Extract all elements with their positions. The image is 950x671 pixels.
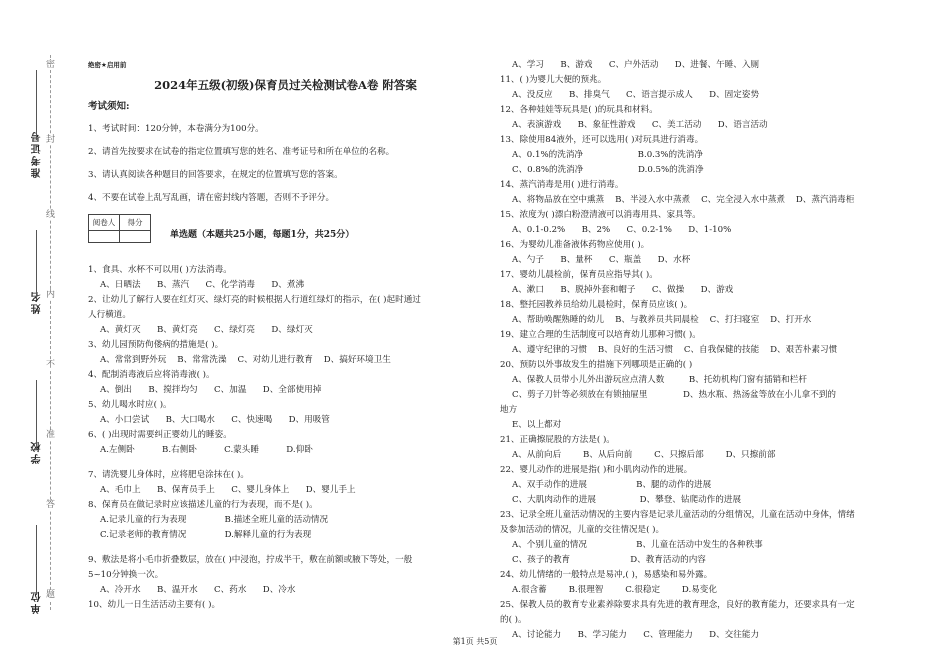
right-column bbox=[500, 58, 910, 643]
answer-options: A、从前向后 B、从后向前 C、只擦后部 D、只擦前部 bbox=[512, 450, 776, 460]
answer-options: A、小口尝试 B、大口喝水 C、快速喝 D、用吸管 bbox=[100, 415, 330, 425]
question-text: 10、幼儿一日生活活动主要有( )。 bbox=[88, 600, 221, 610]
answer-options: A、0.1-0.2% B、2% C、0.2-1% D、1-10% bbox=[512, 225, 732, 235]
answer-options: A、黄灯灭 B、黄灯亮 C、绿灯亮 D、绿灯灭 bbox=[100, 325, 313, 335]
seal-char: 密 bbox=[46, 60, 56, 70]
seal-char: 不 bbox=[46, 360, 56, 370]
exam-note: 2、请首先按要求在试卷的指定位置填写您的姓名、准考证号和所在单位的名称。 bbox=[88, 147, 395, 157]
question-text: 4、配制消毒液后应将消毒液( )。 bbox=[88, 370, 215, 380]
question-text: 1、食具、水杯不可以用( )方法消毒。 bbox=[88, 265, 232, 275]
question-text: 6、( )出现时需要纠正婴幼儿的睡姿。 bbox=[88, 430, 232, 440]
question-text: 及参加活动的情况，儿童的交往情况是( )。 bbox=[500, 525, 665, 535]
question-text: 17、婴幼儿晨检前，保育员应指导其( )。 bbox=[500, 270, 658, 280]
answer-options: A、日晒法 B、蒸汽 C、化学消毒 D、煮沸 bbox=[100, 280, 305, 290]
spacer bbox=[88, 458, 483, 468]
spacer bbox=[88, 543, 483, 553]
answer-options: A、讨论能力 B、学习能力 C、管理能力 D、交往能力 bbox=[512, 630, 760, 640]
question-text: 13、除使用84液外，还可以选用( )对玩具进行消毒。 bbox=[500, 135, 704, 145]
answer-options: A、双手动作的进展 B、腿的动作的进展 bbox=[512, 480, 712, 490]
answer-options: A、学习 B、游戏 C、户外活动 D、进餐、午睡、入厕 bbox=[512, 60, 760, 70]
score-header: 得分 bbox=[120, 215, 151, 231]
question-text: 24、幼儿情绪的一般特点是易冲,( )，易感染和易外露。 bbox=[500, 570, 713, 580]
seal-char: 答 bbox=[46, 500, 56, 510]
answer-options: A、没反应 B、排臭气 C、语言提示成人 D、固定姿势 bbox=[512, 90, 760, 100]
page-footer: 第1页 共5页 bbox=[452, 637, 498, 646]
score-table bbox=[88, 214, 151, 243]
question-text: 16、为婴幼儿准备液体药物应使用( )。 bbox=[500, 240, 650, 250]
question-list-right bbox=[500, 58, 910, 643]
question-text: 9、敷法是将小毛巾折叠数层，放在( )中浸泡，拧成半干，敷在前额或腋下等处，一般 bbox=[88, 555, 413, 565]
question-text: 18、整托园教养员给幼儿晨检时，保育员应该( )。 bbox=[500, 300, 693, 310]
answer-options: C、剪子刀针等必须放在有锁抽屉里 D、热水瓶、热汤盆等放在小儿拿不到的 bbox=[512, 390, 836, 400]
answer-options: C、孩子的教育 D、教育活动的内容 bbox=[512, 555, 706, 565]
section-heading: 单选题（本题共25小题，每题1分，共25分） bbox=[170, 230, 355, 240]
confidential-mark: 绝密★启用前 bbox=[88, 61, 127, 69]
question-text: 20、预防以外事故发生的措施下列哪项是正确的( ) bbox=[500, 360, 693, 370]
question-list-left bbox=[88, 263, 483, 613]
answer-options: A、0.1%的洗消净 B.0.3%的洗消净 bbox=[512, 150, 703, 160]
answer-options: A、遵守纪律的习惯 B、良好的生活习惯 C、自我保健的技能 D、艰苦朴素习惯 bbox=[512, 345, 838, 355]
field-school-blank bbox=[36, 380, 37, 450]
question-text: 22、婴儿动作的进展是指( )和小肌肉动作的进展。 bbox=[500, 465, 693, 475]
exam-title: 2024年五级(初级)保育员过关检测试卷A卷 附答案 bbox=[154, 78, 417, 92]
answer-options: A、常常到野外玩 B、常常洗澡 C、对幼儿进行教育 D、搞好环境卫生 bbox=[100, 355, 391, 365]
seal-char: 题 bbox=[46, 590, 56, 600]
question-text: 12、各种娃娃等玩具是( )的玩具和材料。 bbox=[500, 105, 658, 115]
answer-options: A、勺子 B、量杯 C、瓶盖 D、水杯 bbox=[512, 255, 691, 265]
answer-options: A、帮助唤醒熟睡的幼儿 B、与教养员共同晨检 C、打扫寝室 D、打开水 bbox=[512, 315, 812, 325]
question-text: 2、让幼儿了解行人要在红灯灭、绿灯亮的时候根据人行道红绿灯的指示，在( )起时通过 bbox=[88, 295, 421, 305]
left-column bbox=[88, 58, 483, 613]
answer-options: A、倒出 B、搅拌均匀 C、加温 D、全部使用掉 bbox=[100, 385, 322, 395]
question-text: 5~10分钟换一次。 bbox=[88, 570, 164, 580]
answer-options: A.记录儿童的行为表现 B.描述全班儿童的活动情况 bbox=[100, 515, 329, 525]
seal-char: 内 bbox=[46, 290, 56, 300]
score-area bbox=[88, 214, 483, 243]
question-text: 23、记录全班儿童活动情况的主要内容是记录儿童活动的分组情况，儿童在活动中身体，情绪 bbox=[500, 510, 855, 520]
answer-options: A、毛巾上 B、保育员手上 C、婴儿身体上 D、婴儿手上 bbox=[100, 485, 356, 495]
exam-note: 3、请认真阅读各种题目的回答要求，在规定的位置填写您的答案。 bbox=[88, 170, 343, 180]
question-text: 21、正确擦屁股的方法是( )。 bbox=[500, 435, 615, 445]
seal-char: 准 bbox=[46, 430, 56, 440]
field-unit-label: 单位 bbox=[32, 590, 43, 614]
question-text: 3、幼儿园预防佝偻病的措施是( )。 bbox=[88, 340, 224, 350]
question-text: 14、蒸汽消毒是用( )进行消毒。 bbox=[500, 180, 624, 190]
answer-options: A、冷开水 B、温开水 C、药水 D、冷水 bbox=[100, 585, 296, 595]
exam-note: 4、不要在试卷上乱写乱画，请在密封线内答题，否则不予评分。 bbox=[88, 193, 335, 203]
field-name-label: 姓名 bbox=[32, 290, 43, 314]
question-text: 7、请洗婴儿身体时，应将肥皂涂抹在( )。 bbox=[88, 470, 249, 480]
exam-note: 1、考试时间：120分钟，本卷满分为100分。 bbox=[88, 124, 264, 134]
answer-options: C、0.8%的洗消净 D.0.5%的洗消净 bbox=[512, 165, 704, 175]
reviewer-cell[interactable] bbox=[89, 231, 120, 243]
answer-options: E、以上都对 bbox=[512, 420, 562, 430]
question-text: 的( )。 bbox=[500, 615, 527, 625]
question-text: 8、保育员在做记录时应该描述儿童的行为表现，而不是( )。 bbox=[88, 500, 318, 510]
answer-options: A、保教人员带小儿外出游玩应点清人数 B、托幼机构门窗有插销和栏杆 bbox=[512, 375, 807, 385]
reviewer-header: 阅卷人 bbox=[89, 215, 120, 231]
answer-options: C、大肌肉动作的进展 D、攀登、钻爬动作的进展 bbox=[512, 495, 742, 505]
field-exam-number-label: 准考证号 bbox=[32, 130, 43, 178]
seal-char: 封 bbox=[46, 135, 56, 145]
question-text: 11、( )为婴儿大便的预兆。 bbox=[500, 75, 607, 85]
field-school-label: 学校 bbox=[32, 440, 43, 464]
answer-options: A、个别儿童的情况 B、儿童在活动中发生的各种秩事 bbox=[512, 540, 763, 550]
answer-options: A、表演游戏 B、象征性游戏 C、美工活动 D、语言活动 bbox=[512, 120, 768, 130]
field-unit-blank bbox=[36, 525, 37, 595]
question-text: 19、建立合理的生活制度可以培育幼儿那种习惯( )。 bbox=[500, 330, 701, 340]
answer-options: C.记录老师的教育情况 D.解释儿童的行为表现 bbox=[100, 530, 312, 540]
answer-options: A、漱口 B、脱掉外套和帽子 C、做操 D、游戏 bbox=[512, 285, 734, 295]
binding-margin bbox=[0, 0, 70, 671]
field-name-blank bbox=[36, 230, 37, 300]
field-exam-number-blank bbox=[36, 70, 37, 140]
question-text: 地方 bbox=[500, 405, 518, 415]
question-text: 15、浓度为( )漂白粉澄清液可以消毒用具、家具等。 bbox=[500, 210, 701, 220]
question-text: 人行横道。 bbox=[88, 310, 131, 320]
question-text: 5、幼儿喝水时应( )。 bbox=[88, 400, 172, 410]
answer-options: A.很含蓄 B.很理智 C.很稳定 D.易变化 bbox=[512, 585, 717, 595]
answer-options: A、将物品放在空中熏蒸 B、半浸入水中蒸煮 C、完全浸入水中蒸煮 D、蒸汽消毒柜 bbox=[512, 195, 855, 205]
notes-heading: 考试须知: bbox=[88, 101, 130, 112]
score-cell[interactable] bbox=[120, 231, 151, 243]
question-text: 25、保教人员的教育专业素养除要求具有先进的教育理念，良好的教育能力，还要求具有一定 bbox=[500, 600, 855, 610]
answer-options: A.左侧卧 B.右侧卧 C.蒙头睡 D.仰卧 bbox=[100, 445, 313, 455]
seal-char: 线 bbox=[46, 210, 56, 220]
